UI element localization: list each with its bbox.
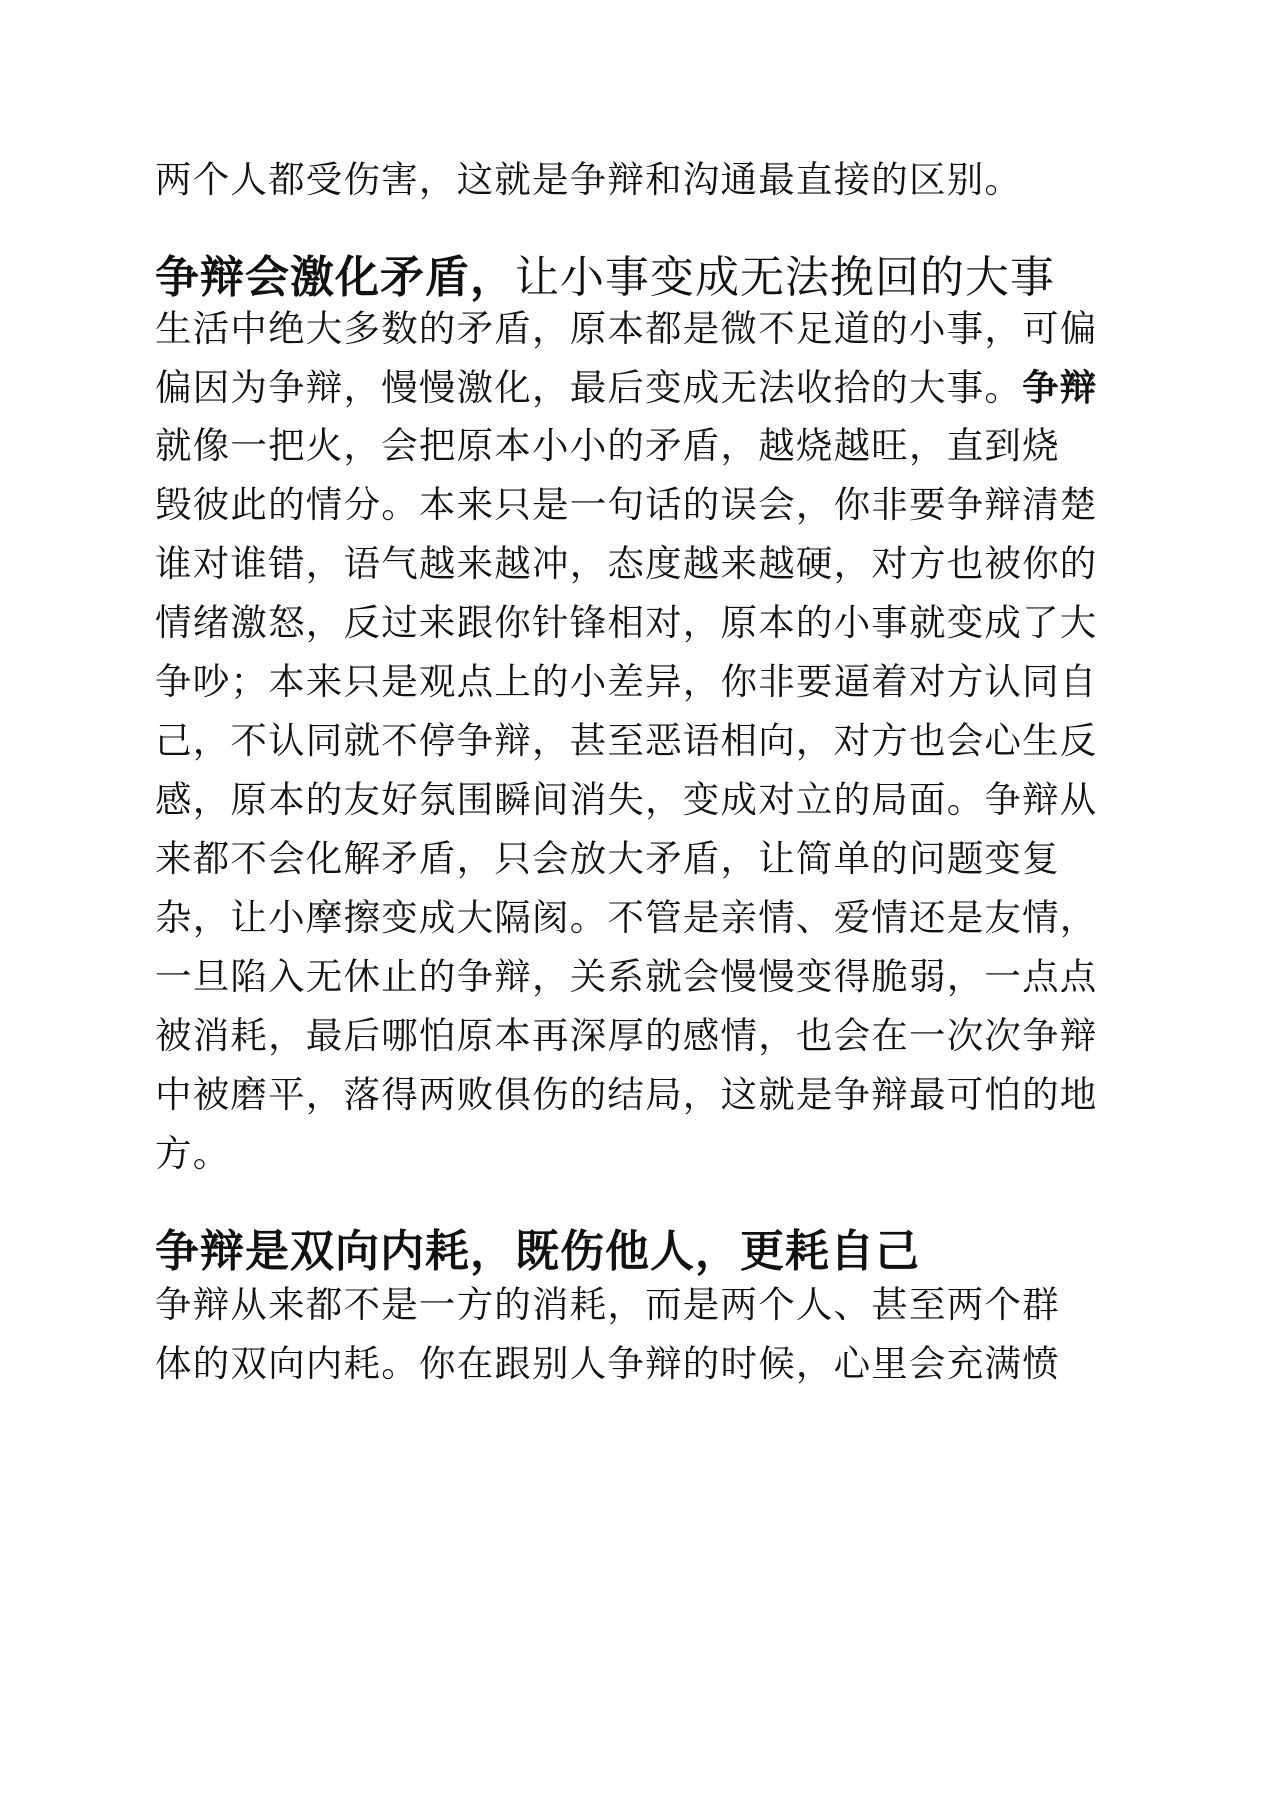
paragraph-line-bold: 争辩	[1022, 366, 1098, 409]
section-heading-1	[155, 250, 1055, 306]
paragraph-line: 一旦陷入无休止的争辩，关系就会慢慢变得脆弱，一点点	[155, 955, 1098, 998]
paragraph-line: 被消耗，最后哪怕原本再深厚的感情，也会在一次次争辩	[155, 1014, 1098, 1057]
paragraph-line: 方。	[155, 1132, 231, 1175]
paragraph-line-text: 偏因为争辩，慢慢激化，最后变成无法收拾的大事。	[155, 366, 1023, 409]
paragraph-line	[155, 366, 1098, 410]
paragraph-line: 争辩从来都不是一方的消耗，而是两个人、甚至两个群	[155, 1283, 1060, 1326]
section-heading-1-normal: 让小事变成无法挽回的大事	[515, 252, 1055, 303]
section-heading-2: 争辩是双向内耗，既伤他人，更耗自己	[155, 1226, 920, 1277]
paragraph-line: 争吵；本来只是观点上的小差异，你非要逼着对方认同自	[155, 660, 1098, 703]
paragraph-line: 感，原本的友好氛围瞬间消失，变成对立的局面。争辩从	[155, 778, 1098, 821]
paragraph-line: 来都不会化解矛盾，只会放大矛盾，让简单的问题变复	[155, 837, 1060, 880]
paragraph-line: 体的双向内耗。你在跟别人争辩的时候，心里会充满愤	[155, 1342, 1060, 1385]
paragraph-line: 毁彼此的情分。本来只是一句话的误会，你非要争辩清楚	[155, 483, 1098, 526]
paragraph-line: 谁对谁错，语气越来越冲，态度越来越硬，对方也被你的	[155, 542, 1098, 585]
paragraph-line: 己，不认同就不停争辩，甚至恶语相向，对方也会心生反	[155, 719, 1098, 762]
paragraph-line: 杂，让小摩擦变成大隔阂。不管是亲情、爱情还是友情，	[155, 896, 1098, 939]
intro-paragraph-line: 两个人都受伤害，这就是争辩和沟通最直接的区别。	[155, 158, 1023, 201]
paragraph-line: 中被磨平，落得两败俱伤的结局，这就是争辩最可怕的地	[155, 1073, 1098, 1116]
paragraph-line: 生活中绝大多数的矛盾，原本都是微不足道的小事，可偏	[155, 307, 1098, 350]
paragraph-line: 就像一把火，会把原本小小的矛盾，越烧越旺，直到烧	[155, 424, 1060, 467]
section-heading-1-bold: 争辩会激化矛盾，	[155, 252, 515, 303]
paragraph-line: 情绪激怒，反过来跟你针锋相对，原本的小事就变成了大	[155, 601, 1098, 644]
